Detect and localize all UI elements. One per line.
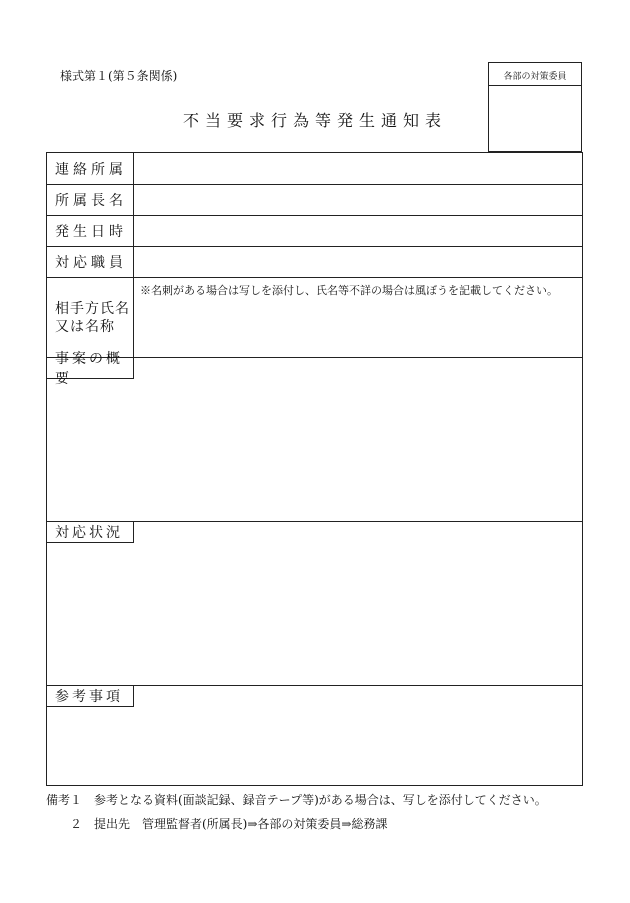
row-dept-head — [47, 185, 582, 216]
label-contact-dept: 連絡所属 — [47, 153, 134, 184]
row-responding-staff — [47, 247, 582, 278]
stamp-label: 各部の対策委員 — [489, 63, 581, 86]
label-counterparty — [47, 278, 134, 357]
label-responding-staff: 対応職員 — [47, 247, 134, 277]
label-dept-head: 所属長名 — [47, 185, 134, 215]
row-reference-items — [47, 686, 582, 786]
label-case-summary: 事案の概要 — [47, 358, 134, 379]
label-counterparty-line1: 相手方氏名 — [55, 300, 130, 317]
row-contact-dept — [47, 153, 582, 185]
row-response-status — [47, 522, 582, 686]
remarks-line-1: 備考１ 参考となる資料(面談記録、録音テープ等)がある場合は、写しを添付してください。 — [46, 793, 547, 807]
form-number: 様式第１(第５条関係) — [60, 69, 178, 83]
row-case-summary — [47, 351, 582, 522]
page-title: 不当要求行為等発生通知表 — [182, 111, 447, 130]
counterparty-note: ※名刺がある場合は写しを添付し、氏名等不詳の場合は風ぼうを記載してください。 — [140, 284, 558, 297]
report-form-table — [46, 152, 583, 786]
stamp-box — [488, 62, 582, 152]
row-occurrence-datetime — [47, 216, 582, 247]
label-occurrence-datetime: 発生日時 — [47, 216, 134, 246]
label-response-status: 対応状況 — [47, 522, 134, 543]
label-counterparty-line2: 又は名称 — [55, 318, 115, 335]
label-reference-items: 参考事項 — [47, 686, 134, 707]
remarks-line-2: ２ 提出先 管理監督者(所属長)⇒各部の対策委員⇒総務課 — [70, 817, 388, 831]
row-counterparty — [47, 278, 582, 358]
